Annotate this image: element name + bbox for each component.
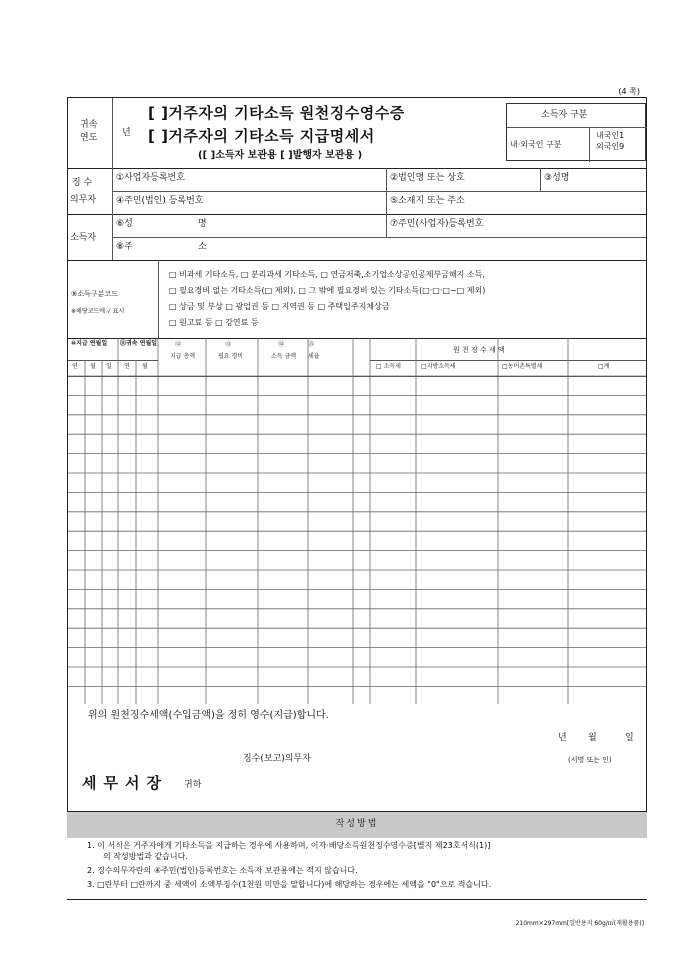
guide-item: 1. 이 서식은 거주자에게 기타소득을 지급하는 경우에 사용하며, 이자·배당소득원천징수영수증[별지 제23호서식(1)]: [87, 841, 491, 850]
col-rural-tax: □농어촌특별세: [502, 363, 543, 370]
company-name-field[interactable]: ②법인명 또는 상호: [390, 173, 465, 183]
col-income-tax: □ 소득세: [376, 363, 401, 370]
declaration-text: 위의 원천징수세액(수입금액)을 정히 영수(지급)합니다.: [88, 710, 329, 721]
sub-day: 일: [106, 363, 112, 370]
withholder-sign-label: 징수(보고)의무자: [243, 754, 311, 764]
col-expense-number: ⑬: [225, 341, 232, 348]
year-unit: 년: [122, 128, 131, 138]
tax-table-grid[interactable]: [68, 338, 646, 704]
withholder-label: 징 수: [72, 178, 93, 188]
withholder-label: 의무자: [70, 195, 97, 205]
resident-reg-number-field[interactable]: ④주민(법인) 등록번호: [116, 196, 204, 206]
guide-title: 작성방법: [335, 819, 379, 829]
earner-address-suffix: 소: [198, 242, 207, 252]
page-number: (4 쪽): [618, 87, 640, 96]
col-income-number: ⑭: [278, 341, 285, 348]
decl-year: 년: [558, 733, 567, 743]
income-code-note: ※해당코드에 √ 표시: [71, 308, 125, 315]
col-payment-date: ⑩지급 연월일: [71, 340, 108, 347]
income-code-options[interactable]: □ 원고료 등 □ 강연료 등: [169, 318, 259, 327]
col-total-tax: □계: [598, 363, 610, 370]
col-rate: 세율: [308, 353, 320, 360]
year-label: 연도: [80, 133, 98, 143]
col-expense: 필요 경비: [218, 353, 244, 360]
col-belong-date: ⑪귀속 연월일: [120, 340, 158, 347]
divider: [112, 98, 113, 168]
form-subtitle[interactable]: ([ ]소득자 보관용 [ ]발행자 보관용 ): [198, 150, 363, 161]
income-class-title: 소득자 구분: [541, 110, 588, 120]
col-rate-number: ⑮: [308, 341, 315, 348]
guide-item: 2. 징수의무자란의 ④주민(법인)등록번호는 소득자 보관용에는 적지 않습니다.: [87, 866, 358, 875]
income-code-options[interactable]: □ 상금 및 부상 □ 광업권 등 □ 지역권 등 □ 주택입주지체상금: [169, 302, 390, 311]
business-reg-number-field[interactable]: ①사업자등록번호: [116, 173, 185, 183]
guide-item: 의 작성방법과 같습니다.: [103, 852, 188, 861]
paper-spec: 210mm×297mm[일반용지 60g/㎡(재활용품)]: [515, 920, 644, 927]
sub-year: 연: [124, 363, 130, 370]
domestic-option[interactable]: 내국인1: [596, 131, 625, 140]
representative-name-field[interactable]: ③성명: [544, 173, 570, 183]
col-withholding-tax: 원 천 징 수 세 액: [453, 346, 505, 354]
decl-month: 월: [588, 733, 597, 743]
earner-name-suffix: 명: [198, 219, 207, 229]
form-title-receipt[interactable]: [ ]거주자의 기타소득 원천징수영수증: [148, 104, 405, 122]
addressee-suffix: 귀하: [184, 780, 202, 790]
income-code-options[interactable]: □ 필요경비 없는 기타소득(□ 제외), □ 그 밖에 필요경비 있는 기타소득(□·□·□~□ 제외): [169, 286, 486, 295]
income-code-label: ⑨소득구분코드: [71, 290, 118, 298]
foreign-option[interactable]: 외국인9: [596, 142, 625, 151]
year-label: 귀속: [80, 120, 98, 130]
col-income: 소득 금액: [271, 353, 297, 360]
earner-reg-number-field[interactable]: ⑦주민(사업자)등록번호: [390, 219, 484, 229]
guide-item: 3. □란부터 □란까지 중 세액이 소액부징수(1천원 미만을 말합니다)에 해당하는 경우에는 세액을 "0"으로 적습니다.: [87, 880, 492, 889]
col-amount-number: ⑫: [175, 341, 182, 348]
form-frame: [67, 97, 647, 813]
income-class-box: [506, 103, 646, 161]
earner-label: 소득자: [70, 233, 97, 243]
guide-header: [67, 811, 647, 838]
tax-office-head: 세무서장: [82, 774, 168, 792]
col-amount: 지급 총액: [170, 353, 196, 360]
income-code-options[interactable]: □ 비과세 기타소득, □ 분리과세 기타소득, □ 연금저축,소기업소상공인공제부금해지 소득,: [169, 270, 485, 279]
guide-body: [67, 837, 647, 900]
domestic-foreign-label: 내·외국인 구분: [510, 140, 562, 149]
decl-day: 일: [625, 733, 634, 743]
col-local-tax: □지방소득세: [421, 363, 456, 370]
sub-month: 월: [142, 363, 148, 370]
form-title-statement[interactable]: [ ]거주자의 기타소득 지급명세서: [148, 127, 375, 145]
earner-name-field[interactable]: ⑥성: [116, 219, 133, 229]
sub-year: 연: [72, 363, 78, 370]
sub-month: 월: [90, 363, 96, 370]
address-field[interactable]: ⑤소재지 또는 주소: [390, 196, 465, 206]
sign-or-seal[interactable]: (서명 또는 인): [568, 756, 612, 764]
earner-address-field[interactable]: ⑧주: [116, 242, 133, 252]
